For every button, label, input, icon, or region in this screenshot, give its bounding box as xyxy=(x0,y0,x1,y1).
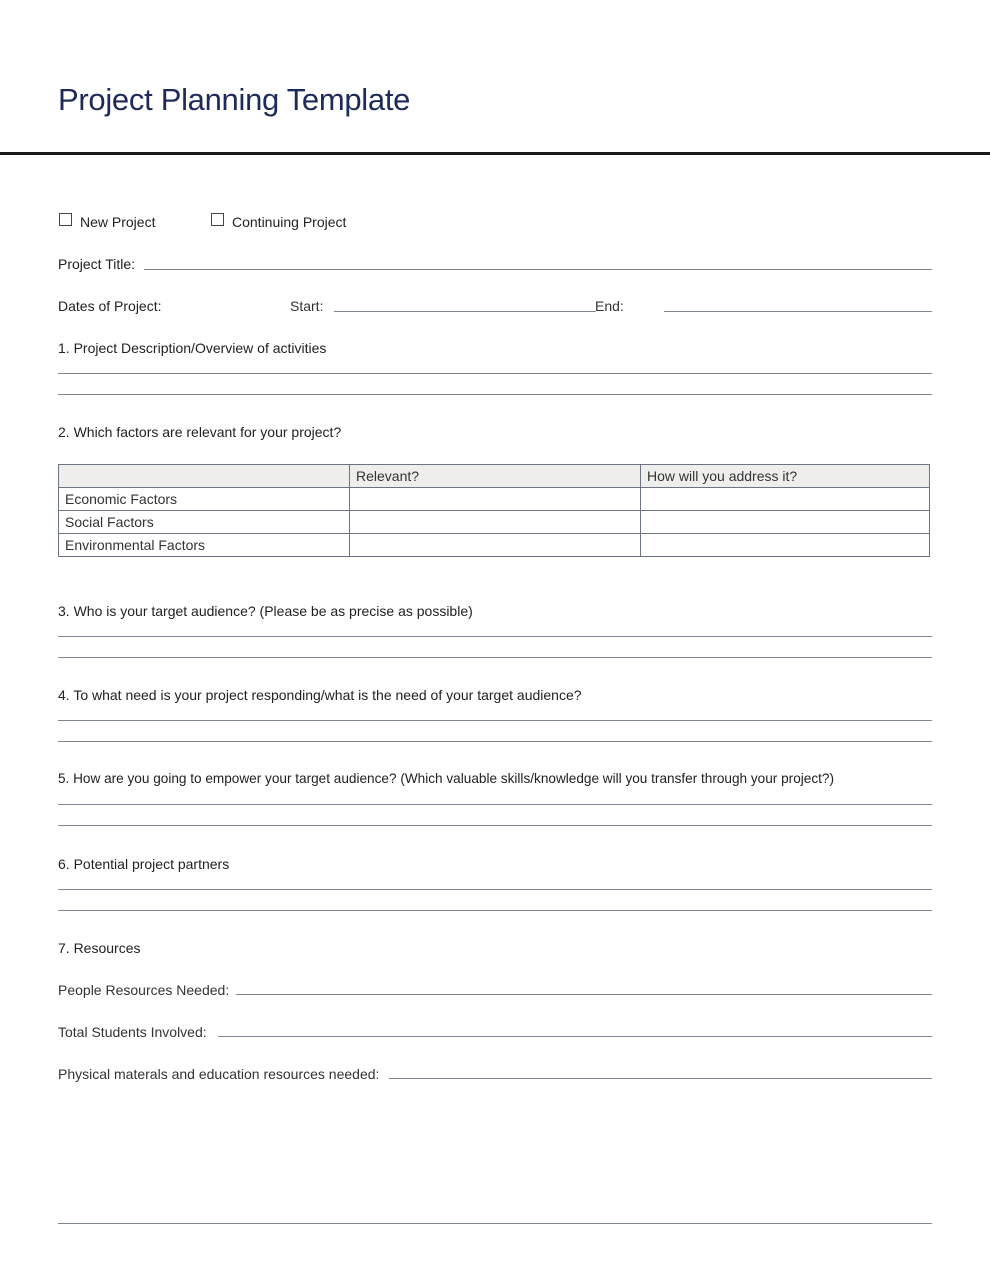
question-1-label: 1. Project Description/Overview of activities xyxy=(58,340,327,356)
table-header-cell: How will you address it? xyxy=(641,465,930,488)
factors-table xyxy=(58,464,930,557)
header-divider xyxy=(0,152,990,155)
continuing-project-checkbox[interactable] xyxy=(211,213,224,226)
page-title: Project Planning Template xyxy=(58,82,411,117)
question-6-field-line[interactable] xyxy=(58,889,932,890)
relevant-cell[interactable] xyxy=(350,511,641,534)
question-2-label: 2. Which factors are relevant for your project? xyxy=(58,424,342,440)
question-6-field-line[interactable] xyxy=(58,910,932,911)
question-4-field-line[interactable] xyxy=(58,741,932,742)
table-row xyxy=(59,534,930,557)
continuing-project-label: Continuing Project xyxy=(232,214,347,230)
question-7-label: 7. Resources xyxy=(58,940,141,956)
total-students-label: Total Students Involved: xyxy=(58,1024,207,1040)
table-header-cell: Relevant? xyxy=(350,465,641,488)
relevant-cell[interactable] xyxy=(350,488,641,511)
question-5-field-line[interactable] xyxy=(58,825,932,826)
new-project-checkbox[interactable] xyxy=(59,213,72,226)
table-row xyxy=(59,511,930,534)
question-6-label: 6. Potential project partners xyxy=(58,856,230,872)
question-3-label: 3. Who is your target audience? (Please be as precise as possible) xyxy=(58,603,473,619)
address-cell[interactable] xyxy=(641,488,930,511)
factor-name-cell: Economic Factors xyxy=(59,488,350,511)
people-resources-field[interactable] xyxy=(236,994,932,995)
dates-label: Dates of Project: xyxy=(58,298,162,314)
question-4-field-line[interactable] xyxy=(58,720,932,721)
total-students-field[interactable] xyxy=(218,1036,932,1037)
start-label: Start: xyxy=(290,298,324,314)
new-project-label: New Project xyxy=(80,214,156,230)
start-date-field[interactable] xyxy=(334,311,596,312)
question-3-field-line[interactable] xyxy=(58,636,932,637)
project-title-field[interactable] xyxy=(144,269,932,270)
footer-divider xyxy=(58,1223,932,1224)
question-1-field-line[interactable] xyxy=(58,394,932,395)
project-title-label: Project Title: xyxy=(58,256,136,272)
materials-label: Physical materals and education resources needed: xyxy=(58,1066,380,1082)
question-4-label: 4. To what need is your project responding/what is the need of your target audience? xyxy=(58,687,582,703)
factor-name-cell: Environmental Factors xyxy=(59,534,350,557)
question-5-label: 5. How are you going to empower your target audience? (Which valuable skills/knowledge will you transfer through your project?) xyxy=(58,771,834,786)
factor-name-cell: Social Factors xyxy=(59,511,350,534)
end-date-field[interactable] xyxy=(664,311,932,312)
question-5-field-line[interactable] xyxy=(58,804,932,805)
materials-field[interactable] xyxy=(389,1078,932,1079)
address-cell[interactable] xyxy=(641,511,930,534)
people-resources-label: People Resources Needed: xyxy=(58,982,230,998)
table-header-cell xyxy=(59,465,350,488)
question-3-field-line[interactable] xyxy=(58,657,932,658)
question-1-field-line[interactable] xyxy=(58,373,932,374)
relevant-cell[interactable] xyxy=(350,534,641,557)
address-cell[interactable] xyxy=(641,534,930,557)
end-label: End: xyxy=(595,298,624,314)
table-row xyxy=(59,488,930,511)
table-header-row xyxy=(59,465,930,488)
